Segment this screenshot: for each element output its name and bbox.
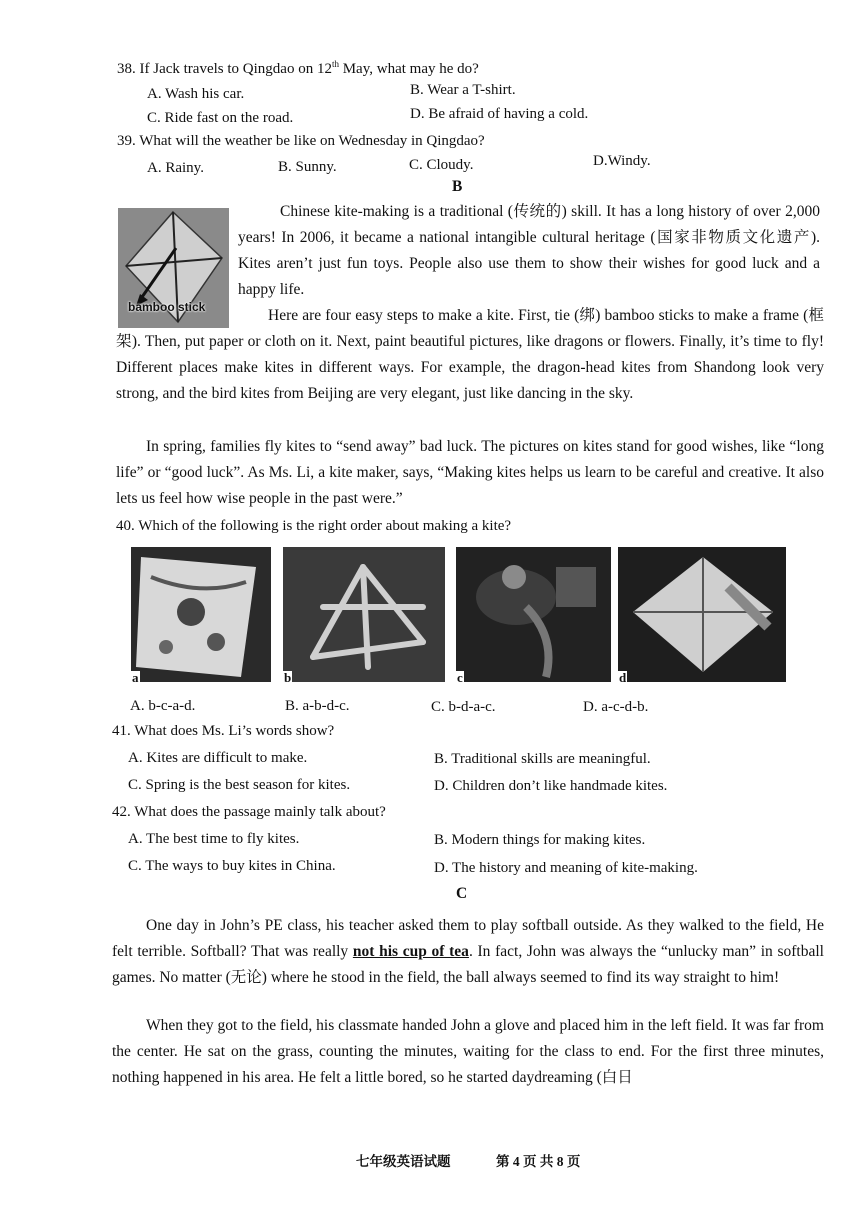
step-photo-a-label: a [132,670,139,682]
step-photo-a[interactable] [131,547,271,682]
q38-stem: 38. If Jack travels to Qingdao on 12th May, what may he do? [117,59,479,77]
flying-kite-picture [456,547,611,682]
q41-stem: 41. What does Ms. Li’s words show? [112,723,335,739]
passage-b-paragraph-1: Chinese kite-making is a traditional (传统的) skill. It has a long history of over 2,000 years! In 2006, it became a national intangible cultural heritage (国家非物质文化遗产). Kites aren’t just fun toys. People also use them to show their wishes for good luck and a happy life. [238,203,820,298]
painted-kite-picture [131,547,271,682]
q40-option-c[interactable]: C. b-d-a-c. [431,699,496,715]
q39-option-d[interactable]: D.Windy. [593,153,651,169]
q40-stem: 40. Which of the following is the right order about making a kite? [116,518,512,534]
q41-option-c[interactable]: C. Spring is the best season for kites. [128,777,351,793]
q38-option-a[interactable]: A. Wash his car. [147,86,245,102]
step-photo-b-label: b [284,670,292,682]
q40-option-a[interactable]: A. b-c-a-d. [130,698,196,714]
q42-stem: 42. What does the passage mainly talk about? [112,804,386,820]
step-photo-d[interactable] [618,547,786,682]
q40-option-d[interactable]: D. a-c-d-b. [583,699,649,715]
q40-option-b[interactable]: B. a-b-d-c. [285,698,350,714]
q41-option-a[interactable]: A. Kites are difficult to make. [128,750,308,766]
q39-option-a[interactable]: A. Rainy. [147,160,204,176]
idiom-underline: not his cup of tea [352,943,469,960]
passage-b-paragraph-2: Here are four easy steps to make a kite. First, tie (绑) bamboo sticks to make a frame (框架). Then, put paper or cloth on it. Next, paint beautiful pictures, like dragons or flowers. Finally, it’s time to fly! Different places make kites in different ways. For example, the dragon-head kites from Shandong look very strong, and the bird kites from Beijing are very elegant, just like dancing in the sky. [116,307,824,402]
step-photo-d-label: d [619,670,627,682]
q38-option-d[interactable]: D. Be afraid of having a cold. [410,106,589,122]
footer-title: 七年级英语试题 [356,1154,451,1169]
q42-option-a[interactable]: A. The best time to fly kites. [128,831,300,847]
q42-option-c[interactable]: C. The ways to buy kites in China. [128,858,336,874]
q39-option-c[interactable]: C. Cloudy. [409,157,474,173]
q41-option-b[interactable]: B. Traditional skills are meaningful. [434,751,651,767]
passage-c-paragraph-2: When they got to the field, his classmate handed John a glove and placed him in the left field. It was far from the center. He sat on the grass, counting the minutes, waiting for the class to end. For the first three minutes, nothing happened in his area. He felt a little bored, so he started daydreaming (白日 [112,1017,824,1086]
q38-option-b[interactable]: B. Wear a T-shirt. [410,82,516,98]
footer-page-number: 第 4 页 共 8 页 [496,1154,581,1169]
passage-c-paragraph-1: One day in John’s PE class, his teacher asked them to play softball outside. As they walked to the field, He felt terrible. Softball? That was really not his cup of tea. In fact, John was always the “unlucky man” in softball games. No matter (无论) where he stood in the field, the ball always seemed to find its way straight to him! [112,917,824,986]
q38-option-c[interactable]: C. Ride fast on the road. [147,110,294,126]
kite-image-label: bamboo stick [128,300,206,314]
paper-on-frame-picture [618,547,786,682]
section-c-heading: C [456,885,468,902]
q42-option-d[interactable]: D. The history and meaning of kite-making. [434,860,698,876]
step-photo-c-label: c [457,670,463,682]
q39-option-b[interactable]: B. Sunny. [278,159,337,175]
step-photo-b[interactable] [283,547,445,682]
passage-b-paragraph-3: In spring, families fly kites to “send away” bad luck. The pictures on kites stand for good wishes, like “long life” or “good luck”. As Ms. Li, a kite maker, says, “Making kites helps us learn to be careful and creative. It also lets us feel how wise people in the past were.” [116,438,824,507]
section-b-heading: B [452,178,463,195]
q42-option-b[interactable]: B. Modern things for making kites. [434,832,646,848]
bamboo-frame-picture [283,547,445,682]
q41-option-d[interactable]: D. Children don’t like handmade kites. [434,778,668,794]
q39-stem: 39. What will the weather be like on Wednesday in Qingdao? [117,133,485,149]
step-photo-c[interactable] [456,547,611,682]
